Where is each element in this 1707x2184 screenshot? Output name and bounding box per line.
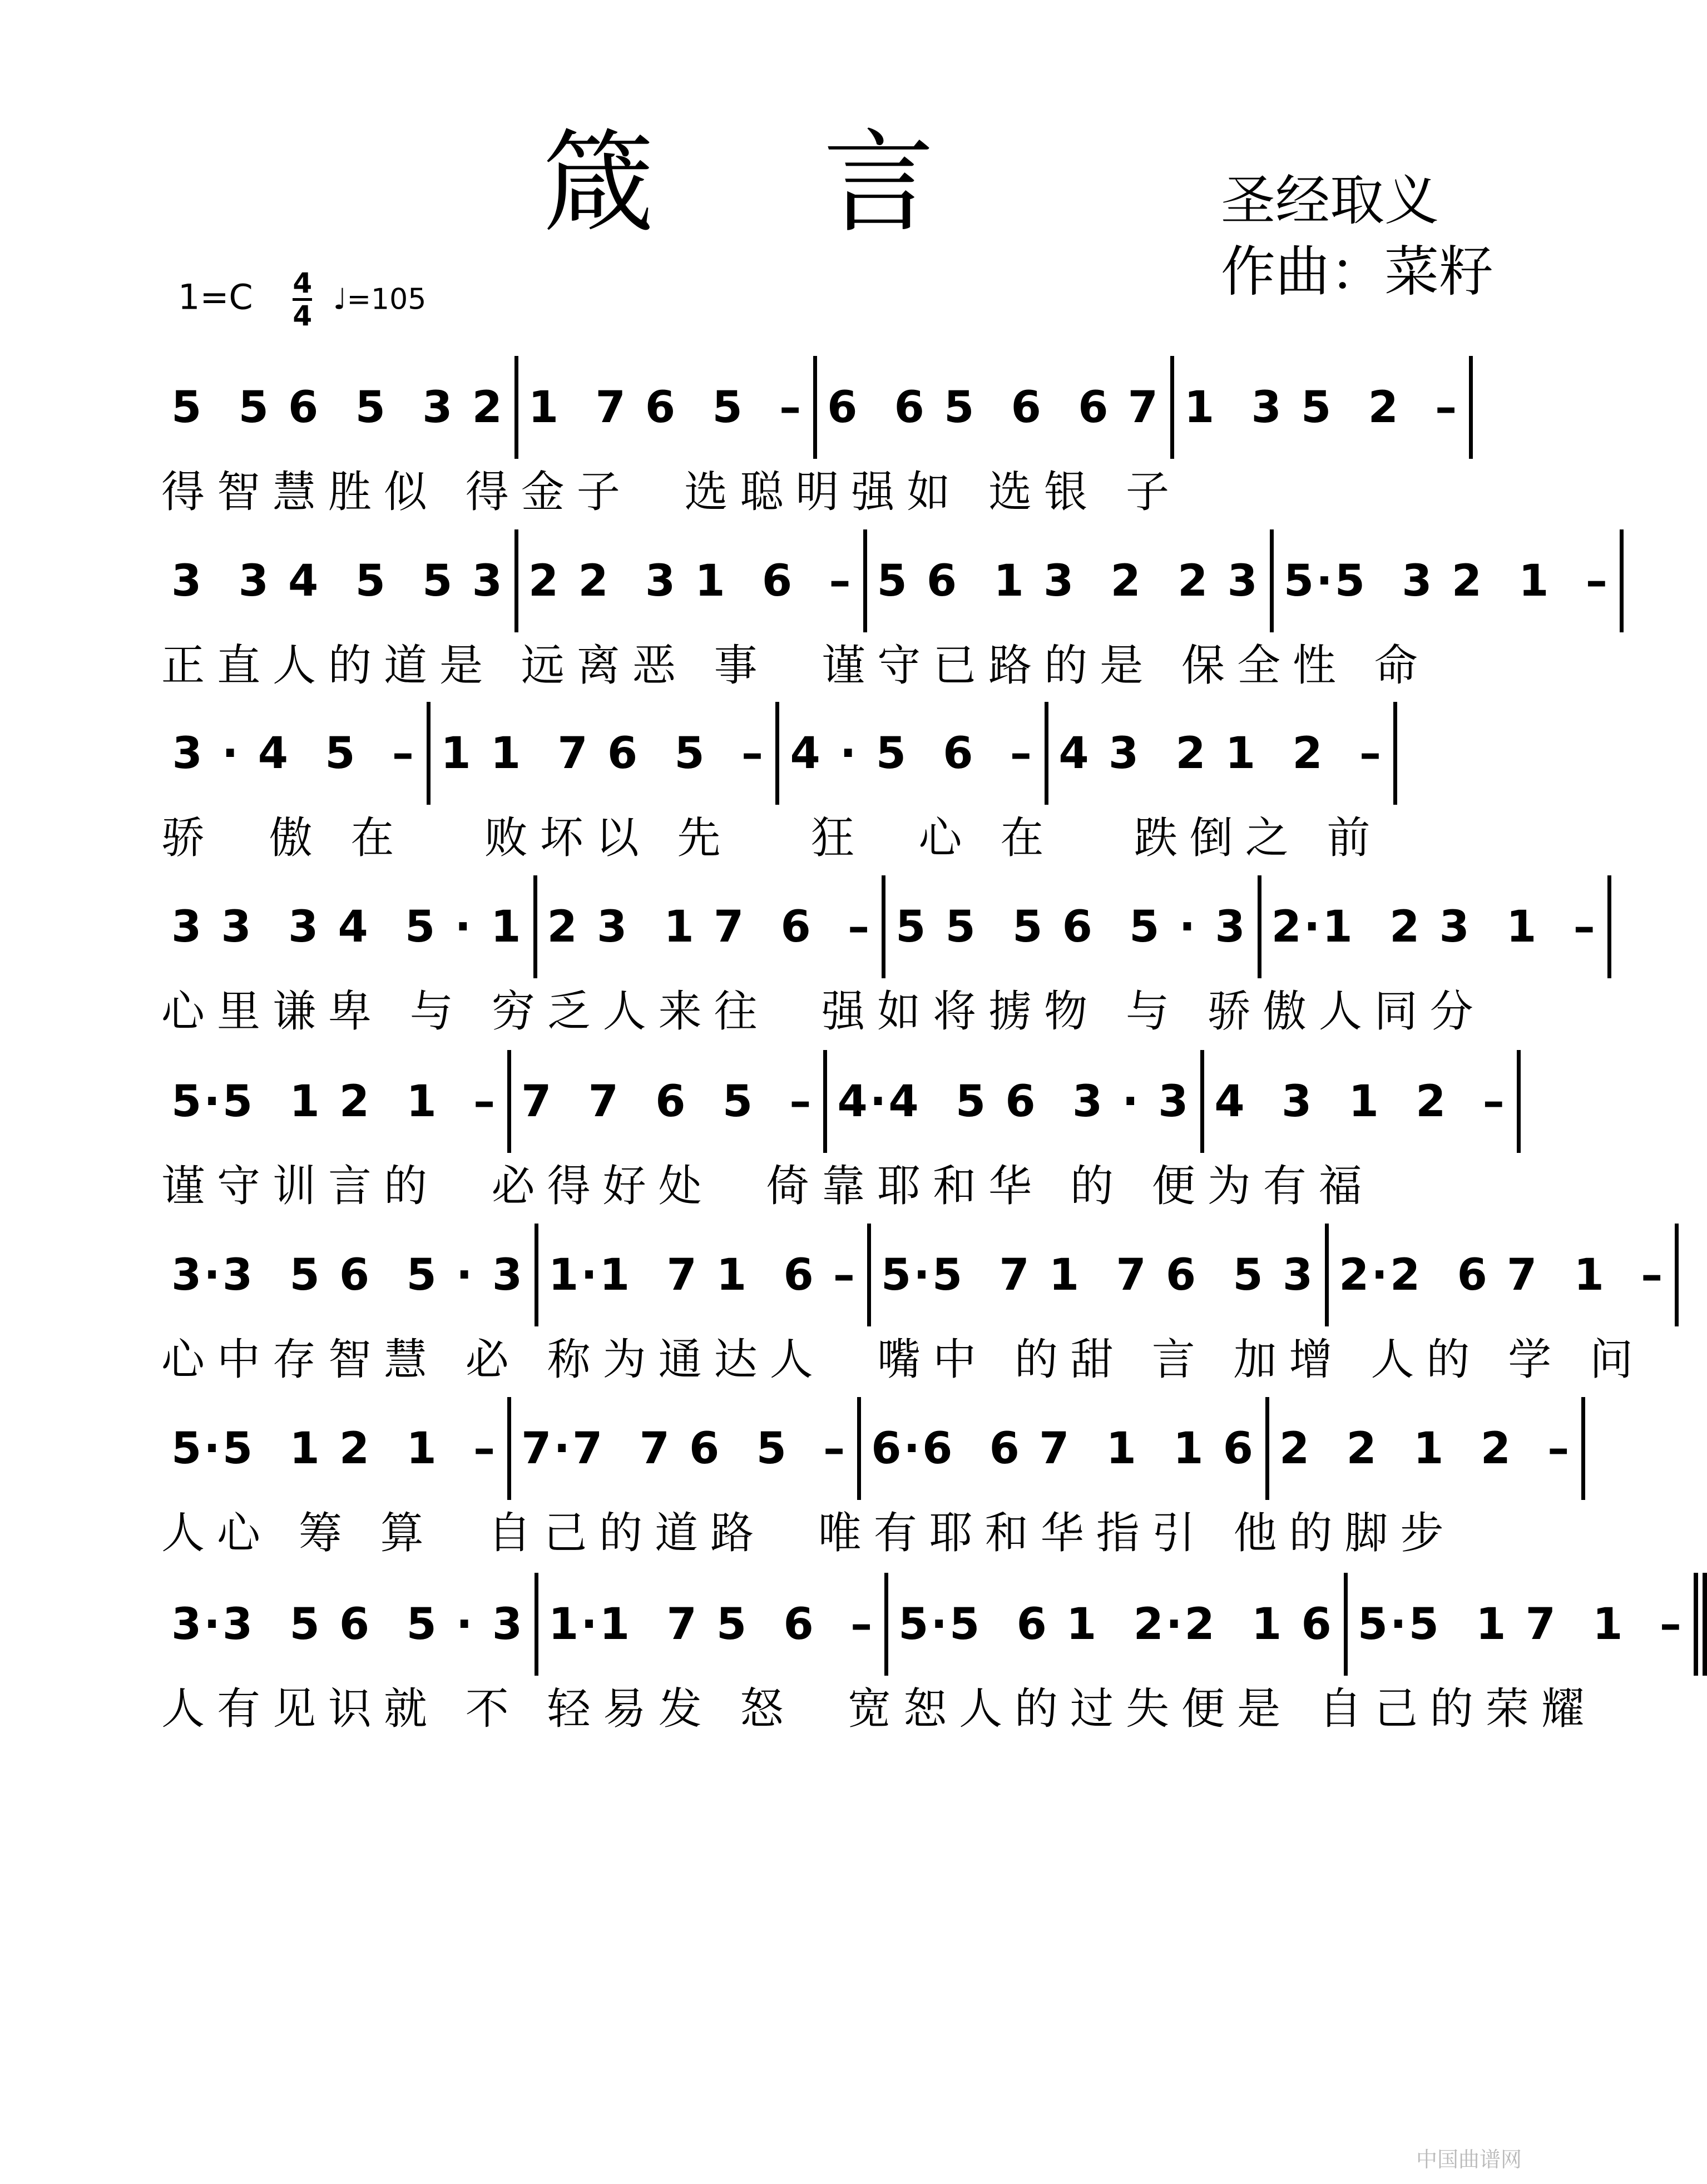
lyrics-row: 正直人的道是 远离恶 事 谨守已路的是 保全性 命 <box>161 641 1430 691</box>
measure <box>861 1397 1269 1500</box>
measure-notes: 5 6 1 3 2 2 3 <box>877 556 1260 606</box>
measure <box>511 1050 827 1153</box>
score-meta <box>178 268 426 331</box>
measure <box>885 875 1261 978</box>
measure <box>779 702 1048 805</box>
measure <box>1329 1224 1679 1326</box>
measure <box>161 875 537 978</box>
notation-row <box>161 356 1459 459</box>
score-line <box>161 1224 1665 1393</box>
measure-notes: 3 3 3 4 5 · 1 <box>171 902 523 952</box>
notation-row <box>161 1050 1507 1153</box>
measure <box>518 356 817 459</box>
site-watermark: 中国曲谱网 <box>1416 2147 1522 2172</box>
score-line <box>161 356 1459 526</box>
measure-notes: 3·3 5 6 5 · 3 <box>171 1599 525 1650</box>
time-signature <box>293 268 312 331</box>
lyrics-row: 人心 筹 算 自己的道路 唯有耶和华指引 他的脚步 <box>161 1508 1456 1558</box>
song-title: 箴 言 <box>543 118 1001 248</box>
lyrics-row: 谨守训言的 必得好处 倚靠耶和华 的 便为有福 <box>161 1161 1374 1211</box>
score-line <box>161 1573 1684 1742</box>
key-signature: 1=C <box>178 276 253 318</box>
measure-notes: 2 3 1 7 6 – <box>547 902 872 952</box>
measure <box>1204 1050 1520 1153</box>
measure-notes: 1·1 7 5 6 – <box>548 1599 875 1650</box>
measure-notes: 7·7 7 6 5 – <box>521 1423 848 1474</box>
notation-row <box>161 875 1597 978</box>
lyrics-row: 骄 傲 在 败坏以 先 狂 心 在 跌倒之 前 <box>161 813 1383 863</box>
measure <box>161 356 518 459</box>
notation-row <box>161 1224 1665 1326</box>
tempo-marking: ♩=105 <box>333 283 427 316</box>
notation-row <box>161 1573 1684 1676</box>
measure-notes: 4 3 1 2 – <box>1214 1076 1507 1127</box>
lyrics-row: 心中存智慧 必 称为通达人 嘴中 的甜 言 加增 人的 学 问 <box>161 1335 1645 1385</box>
measure <box>1048 702 1397 805</box>
time-signature-top: 4 <box>293 268 312 301</box>
measure-notes: 4·4 5 6 3 · 3 <box>837 1076 1191 1127</box>
measure-notes: 5·5 3 2 1 – <box>1283 556 1610 606</box>
lyrics-row: 人有见识就 不 轻易发 怒 宽恕人的过失便是 自己的荣耀 <box>161 1684 1597 1734</box>
measure <box>538 1573 888 1676</box>
lyric-credit: 圣经取义 <box>1221 169 1439 232</box>
measure-notes: 5·5 1 2 1 – <box>171 1076 498 1127</box>
measure <box>817 356 1174 459</box>
measure-notes: 3 3 4 5 5 3 <box>171 556 504 606</box>
measure <box>161 1573 538 1676</box>
measure <box>1348 1573 1707 1676</box>
measure-notes: 2 2 3 1 6 – <box>528 556 853 606</box>
lyrics-row: 得智慧胜似 得金子 选聪明强如 选银 子 <box>161 467 1181 517</box>
notation-row <box>161 1397 1572 1500</box>
measure <box>888 1573 1348 1676</box>
measure <box>431 702 779 805</box>
measure-notes: 3 · 4 5 – <box>172 728 416 779</box>
measure-notes: 5·5 6 1 2·2 1 6 <box>898 1599 1334 1650</box>
score-line <box>161 529 1610 699</box>
measure <box>538 1224 871 1326</box>
lyrics-row: 心里谦卑 与 穷乏人来往 强如将掳物 与 骄傲人同分 <box>161 987 1486 1037</box>
score-line <box>161 875 1597 1045</box>
measure-notes: 4 · 5 6 – <box>790 728 1034 779</box>
measure-notes: 5·5 7 1 7 6 5 3 <box>880 1250 1315 1300</box>
measure-notes: 5·5 1 7 1 – <box>1357 1599 1684 1650</box>
measure <box>1274 529 1624 632</box>
score-line <box>161 1397 1572 1567</box>
score-line <box>161 1050 1507 1220</box>
measure <box>511 1397 861 1500</box>
measure <box>871 1224 1329 1326</box>
composer-credit: 作曲：菜籽 <box>1221 240 1494 304</box>
score-line <box>161 702 1397 871</box>
measure <box>518 529 867 632</box>
measure-notes: 6 6 5 6 6 7 <box>827 382 1160 433</box>
measure <box>827 1050 1204 1153</box>
notation-row <box>161 702 1397 805</box>
measure <box>161 1397 511 1500</box>
notation-row <box>161 529 1610 632</box>
measure <box>161 1050 511 1153</box>
measure <box>161 529 518 632</box>
measure-notes: 5 5 6 5 3 2 <box>171 382 504 433</box>
measure-notes: 1 7 6 5 – <box>528 382 804 433</box>
measure-notes: 5·5 1 2 1 – <box>171 1423 498 1474</box>
measure-notes: 1·1 7 1 6 – <box>548 1250 857 1300</box>
measure-notes: 2·1 2 3 1 – <box>1271 902 1597 952</box>
measure-notes: 7 7 6 5 – <box>521 1076 814 1127</box>
measure-notes: 1 3 5 2 – <box>1184 382 1459 433</box>
measure-notes: 4 3 2 1 2 – <box>1058 728 1383 779</box>
measure-notes: 6·6 6 7 1 1 6 <box>871 1423 1255 1474</box>
measure-notes: 3·3 5 6 5 · 3 <box>171 1250 525 1300</box>
measure-notes: 2 2 1 2 – <box>1279 1423 1572 1474</box>
measure-notes: 2·2 6 7 1 – <box>1339 1250 1665 1300</box>
time-signature-bottom: 4 <box>293 300 313 332</box>
measure <box>1269 1397 1585 1500</box>
measure <box>161 1224 538 1326</box>
measure <box>1261 875 1611 978</box>
measure-notes: 1 1 7 6 5 – <box>441 728 765 779</box>
measure <box>161 702 431 805</box>
measure <box>867 529 1274 632</box>
measure <box>537 875 886 978</box>
measure <box>1174 356 1473 459</box>
measure-notes: 5 5 5 6 5 · 3 <box>895 902 1248 952</box>
